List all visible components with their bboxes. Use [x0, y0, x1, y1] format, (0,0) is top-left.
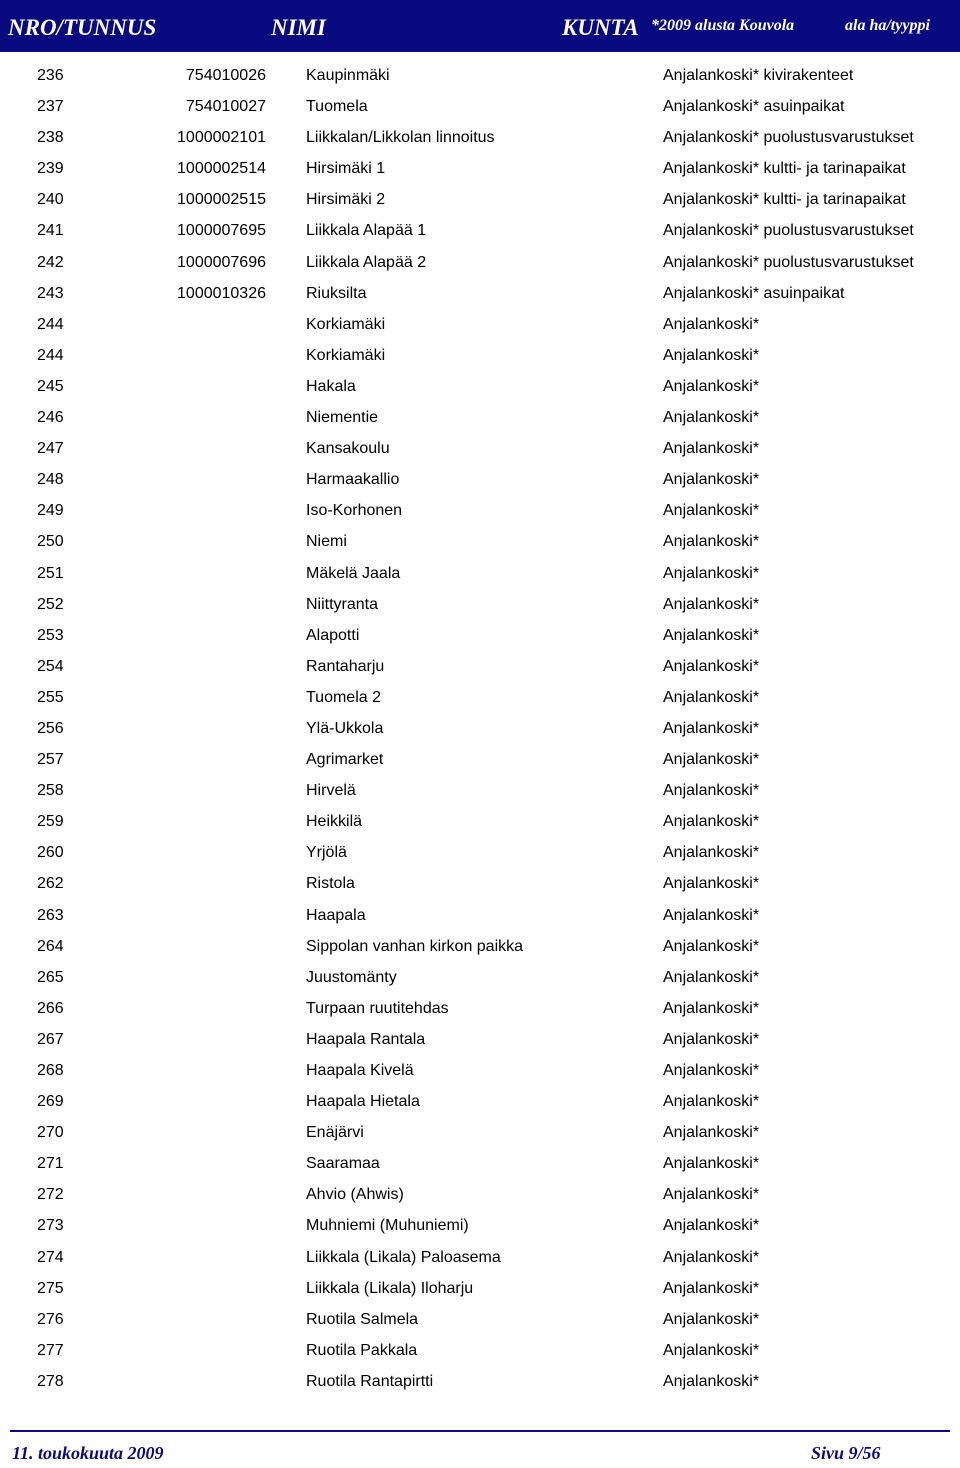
cell-kunta: Anjalankoski*	[663, 875, 760, 893]
cell-nimi: Ylä-Ukkola	[306, 719, 384, 737]
cell-nro: 260	[37, 844, 64, 862]
cell-kunta: Anjalankoski*	[663, 1062, 760, 1079]
cell-kunta: Anjalankoski*	[663, 1030, 760, 1048]
table-row	[0, 1212, 960, 1243]
cell-nimi: Liikkala Alapää 2	[306, 253, 427, 271]
cell-kunta: Anjalankoski*	[663, 937, 760, 955]
cell-nimi: Mäkelä Jaala	[306, 564, 401, 582]
cell-kunta: Anjalankoski*	[663, 1310, 760, 1328]
table-row	[0, 777, 960, 808]
cell-nro: 242	[37, 253, 64, 271]
cell-kunta: Anjalankoski*	[663, 315, 760, 333]
table-row	[0, 1181, 960, 1212]
table-row	[0, 435, 960, 466]
table-row	[0, 1275, 960, 1306]
cell-nimi: Haapala Kivelä	[306, 1062, 414, 1079]
cell-kunta: Anjalankoski*	[663, 502, 760, 520]
table-row	[0, 1119, 960, 1150]
table-row	[0, 1026, 960, 1057]
cell-kunta: Anjalankoski*	[663, 719, 760, 737]
cell-nro: 250	[37, 533, 64, 551]
table-row	[0, 93, 960, 124]
cell-tunnus: 1000002514	[177, 160, 266, 178]
cell-nimi: Haapala Hietala	[306, 1093, 420, 1111]
cell-kunta: Anjalankoski*	[663, 1093, 760, 1111]
cell-tunnus: 754010027	[185, 98, 266, 116]
column-header-note: *2009 alusta Kouvola	[651, 17, 795, 34]
cell-kunta: Anjalankoski*	[663, 968, 760, 986]
cell-nro: 274	[37, 1248, 64, 1266]
table-row	[0, 933, 960, 964]
cell-nro: 236	[37, 67, 64, 84]
cell-nro: 241	[37, 222, 64, 240]
cell-nimi: Ahvio (Ahwis)	[306, 1186, 404, 1204]
table-row	[0, 186, 960, 217]
table-row	[0, 1088, 960, 1119]
cell-nimi: Kaupinmäki	[306, 67, 390, 84]
cell-nro: 254	[37, 657, 64, 675]
cell-nro: 259	[37, 813, 64, 831]
cell-kunta: Anjalankoski*	[663, 1186, 760, 1204]
cell-kunta: Anjalankoski*	[663, 657, 760, 675]
table-row	[0, 964, 960, 995]
cell-nimi: Liikkala (Likala) Paloasema	[306, 1248, 501, 1266]
table-row	[0, 591, 960, 622]
cell-tunnus: 1000010326	[177, 284, 266, 302]
cell-tunnus: 1000002101	[177, 129, 266, 147]
cell-nimi: Ristola	[306, 875, 355, 893]
table-row	[0, 902, 960, 933]
cell-nimi: Hirsimäki 1	[306, 160, 386, 178]
table-row	[0, 311, 960, 342]
table-row	[0, 684, 960, 715]
cell-nimi: Harmaakallio	[306, 471, 400, 489]
table-row	[0, 839, 960, 870]
cell-kunta: Anjalankoski*	[663, 1248, 760, 1266]
cell-nro: 278	[37, 1372, 64, 1390]
cell-nimi: Korkiamäki	[306, 315, 386, 333]
cell-kunta: Anjalankoski*	[663, 813, 760, 831]
cell-nimi: Ruotila Salmela	[306, 1310, 419, 1328]
cell-nimi: Saaramaa	[306, 1155, 380, 1173]
cell-nimi: Heikkilä	[306, 813, 363, 831]
column-header-kunta: KUNTA	[562, 15, 639, 40]
cell-kunta: Anjalankoski*	[663, 688, 760, 706]
cell-tunnus: 1000002515	[177, 191, 266, 209]
table-row	[0, 746, 960, 777]
cell-kunta: Anjalankoski*	[663, 1155, 760, 1173]
cell-nro: 247	[37, 440, 64, 458]
table-row	[0, 715, 960, 746]
cell-nro: 246	[37, 409, 64, 427]
cell-kunta: Anjalankoski*	[663, 626, 760, 644]
cell-nimi: Sippolan vanhan kirkon paikka	[306, 937, 524, 955]
cell-nimi: Rantaharju	[306, 657, 385, 675]
cell-nro: 258	[37, 782, 64, 800]
cell-nro: 252	[37, 595, 64, 613]
cell-nro: 277	[37, 1341, 64, 1359]
footer-date: 11. toukokuuta 2009	[12, 1443, 164, 1463]
cell-nimi: Hirsimäki 2	[306, 191, 386, 209]
cell-nimi: Tuomela	[306, 98, 368, 116]
table-row	[0, 124, 960, 155]
column-header-nro-tunnus: NRO/TUNNUS	[8, 15, 157, 40]
cell-kunta: Anjalankoski*	[663, 595, 760, 613]
cell-nro: 249	[37, 502, 64, 520]
cell-kunta: Anjalankoski*	[663, 1124, 760, 1142]
cell-kunta: Anjalankoski* puolustusvarustukset	[663, 129, 914, 147]
cell-nimi: Muhniemi (Muhuniemi)	[306, 1217, 469, 1235]
cell-kunta: Anjalankoski*	[663, 346, 760, 364]
cell-nro: 267	[37, 1030, 64, 1048]
cell-nro: 255	[37, 688, 64, 706]
cell-nro: 264	[37, 937, 64, 955]
cell-nro: 262	[37, 875, 64, 893]
column-header-type: ala ha/tyyppi	[845, 17, 930, 34]
table-row	[0, 870, 960, 901]
cell-nro: 244	[37, 315, 64, 333]
table-row	[0, 653, 960, 684]
cell-kunta: Anjalankoski*	[663, 440, 760, 458]
cell-kunta: Anjalankoski*	[663, 409, 760, 427]
cell-nimi: Tuomela 2	[306, 688, 381, 706]
footer-divider	[10, 1430, 950, 1432]
cell-kunta: Anjalankoski* kivirakenteet	[663, 67, 854, 84]
cell-nimi: Hirvelä	[306, 782, 356, 800]
table-row	[0, 1244, 960, 1275]
cell-nro: 237	[37, 98, 64, 116]
cell-nro: 270	[37, 1124, 64, 1142]
cell-nro: 253	[37, 626, 64, 644]
table-row	[0, 373, 960, 404]
cell-kunta: Anjalankoski* asuinpaikat	[663, 98, 845, 116]
cell-kunta: Anjalankoski* puolustusvarustukset	[663, 253, 914, 271]
cell-nro: 271	[37, 1155, 64, 1173]
cell-kunta: Anjalankoski*	[663, 1217, 760, 1235]
cell-nimi: Haapala Rantala	[306, 1030, 426, 1048]
cell-nro: 257	[37, 751, 64, 769]
cell-kunta: Anjalankoski*	[663, 999, 760, 1017]
cell-nro: 248	[37, 471, 64, 489]
cell-nimi: Korkiamäki	[306, 346, 386, 364]
cell-nimi: Turpaan ruutitehdas	[306, 999, 449, 1017]
cell-kunta: Anjalankoski*	[663, 782, 760, 800]
cell-nro: 268	[37, 1062, 64, 1079]
cell-nimi: Liikkalan/Likkolan linnoitus	[306, 129, 495, 147]
cell-nimi: Yrjölä	[306, 844, 347, 862]
cell-kunta: Anjalankoski*	[663, 377, 760, 395]
cell-tunnus: 1000007696	[177, 253, 266, 271]
table-header	[0, 0, 960, 52]
table-row	[0, 1306, 960, 1337]
table-row	[0, 497, 960, 528]
cell-nimi: Niementie	[306, 409, 379, 427]
cell-nimi: Haapala	[306, 906, 366, 924]
cell-nro: 275	[37, 1279, 64, 1297]
table-row	[0, 560, 960, 591]
column-header-nimi: NIMI	[271, 15, 326, 40]
table-row	[0, 1368, 960, 1399]
cell-nro: 266	[37, 999, 64, 1017]
cell-nimi: Niittyranta	[306, 595, 379, 613]
cell-nimi: Juustomänty	[306, 968, 397, 986]
cell-nro: 238	[37, 129, 64, 147]
table-row	[0, 808, 960, 839]
cell-nro: 244	[37, 346, 64, 364]
cell-kunta: Anjalankoski* asuinpaikat	[663, 284, 845, 302]
cell-kunta: Anjalankoski* kultti- ja tarinapaikat	[663, 191, 906, 209]
table-row	[0, 995, 960, 1026]
cell-kunta: Anjalankoski*	[663, 533, 760, 551]
table-row	[0, 528, 960, 559]
table-row	[0, 1057, 960, 1088]
table-row	[0, 622, 960, 653]
page-footer	[0, 1412, 960, 1468]
cell-nimi: Ruotila Rantapirtti	[306, 1372, 434, 1390]
table-row	[0, 404, 960, 435]
cell-nro: 251	[37, 564, 64, 582]
cell-nimi: Liikkala Alapää 1	[306, 222, 427, 240]
cell-nro: 272	[37, 1186, 64, 1204]
cell-nimi: Riuksilta	[306, 284, 367, 302]
cell-nro: 263	[37, 906, 64, 924]
table-row	[0, 249, 960, 280]
cell-nro: 276	[37, 1310, 64, 1328]
cell-nro: 269	[37, 1093, 64, 1111]
cell-nro: 256	[37, 719, 64, 737]
cell-nimi: Niemi	[306, 533, 347, 551]
cell-nimi: Enäjärvi	[306, 1124, 364, 1142]
cell-kunta: Anjalankoski*	[663, 844, 760, 862]
table-body	[0, 62, 960, 1399]
table-row	[0, 342, 960, 373]
cell-nimi: Kansakoulu	[306, 440, 390, 458]
cell-kunta: Anjalankoski*	[663, 906, 760, 924]
cell-kunta: Anjalankoski*	[663, 564, 760, 582]
cell-nimi: Hakala	[306, 377, 356, 395]
cell-nro: 273	[37, 1217, 64, 1235]
cell-kunta: Anjalankoski*	[663, 1341, 760, 1359]
cell-nro: 243	[37, 284, 64, 302]
cell-tunnus: 1000007695	[177, 222, 266, 240]
table-row	[0, 1150, 960, 1181]
table-row	[0, 1337, 960, 1368]
cell-nro: 239	[37, 160, 64, 178]
footer-page-number: Sivu 9/56	[811, 1443, 881, 1463]
table-row	[0, 217, 960, 248]
cell-nimi: Agrimarket	[306, 751, 384, 769]
cell-kunta: Anjalankoski*	[663, 471, 760, 489]
cell-nimi: Ruotila Pakkala	[306, 1341, 418, 1359]
cell-kunta: Anjalankoski* puolustusvarustukset	[663, 222, 914, 240]
cell-nro: 245	[37, 377, 64, 395]
cell-nimi: Liikkala (Likala) Iloharju	[306, 1279, 474, 1297]
table-row	[0, 62, 960, 93]
cell-nro: 265	[37, 968, 64, 986]
cell-kunta: Anjalankoski*	[663, 1279, 760, 1297]
table-row	[0, 466, 960, 497]
cell-tunnus: 754010026	[185, 67, 266, 84]
cell-nimi: Alapotti	[306, 626, 360, 644]
cell-kunta: Anjalankoski*	[663, 751, 760, 769]
table-row	[0, 155, 960, 186]
cell-nro: 240	[37, 191, 64, 209]
cell-kunta: Anjalankoski* kultti- ja tarinapaikat	[663, 160, 906, 178]
cell-nimi: Iso-Korhonen	[306, 502, 403, 520]
table-row	[0, 280, 960, 311]
cell-kunta: Anjalankoski*	[663, 1372, 760, 1390]
